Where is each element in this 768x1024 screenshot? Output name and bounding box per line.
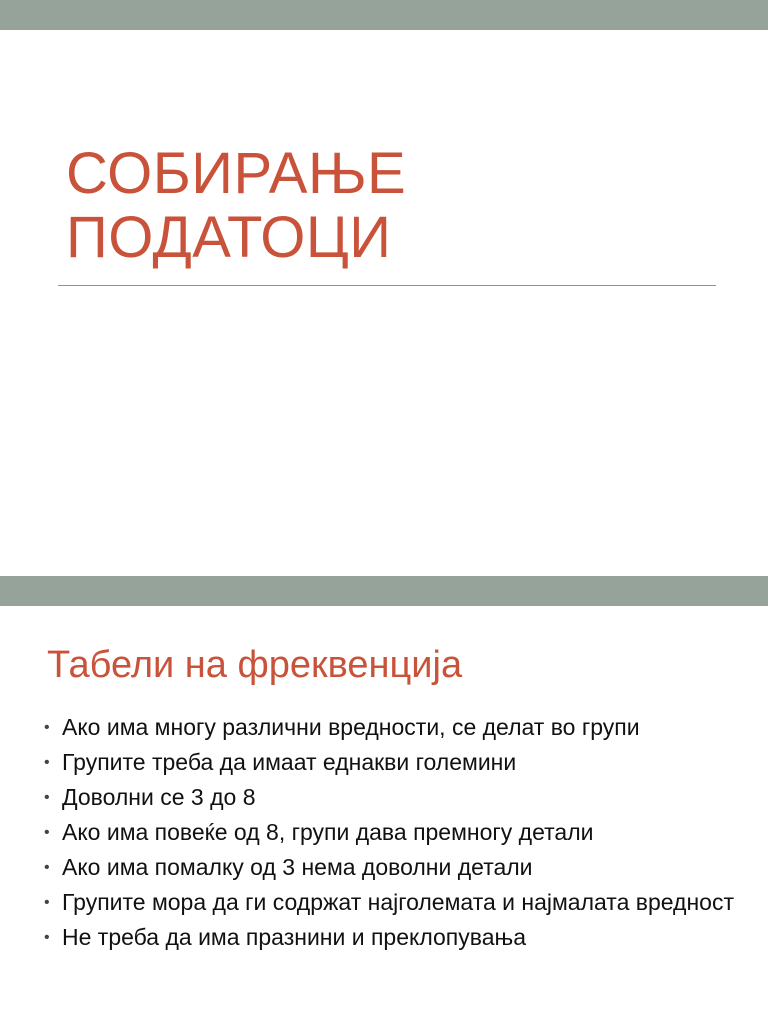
list-item <box>44 713 744 741</box>
bullet-dot-icon: • <box>44 929 50 946</box>
bullet-dot-icon: • <box>44 824 50 841</box>
list-item-text: Доволни се 3 до 8 <box>62 784 256 810</box>
bullet-dot-icon: • <box>44 719 50 736</box>
bullet-dot-icon: • <box>44 754 50 771</box>
list-item <box>44 783 744 811</box>
list-item-text: Ако има повеќе од 8, групи дава премногу детали <box>62 819 594 845</box>
list-item <box>44 818 744 846</box>
list-item <box>44 748 744 776</box>
bullet-dot-icon: • <box>44 894 50 911</box>
slide2-top-band <box>0 576 768 606</box>
slide1-title <box>66 142 706 270</box>
list-item <box>44 923 744 951</box>
list-item-text: Не треба да има празнини и преклопувања <box>62 924 526 950</box>
slide1-top-band <box>0 0 768 30</box>
list-item-text: Групите мора да ги содржат најголемата и најмалата вредност <box>62 889 735 915</box>
title-divider <box>58 285 716 286</box>
bullet-list <box>44 713 744 958</box>
list-item-text: Ако има помалку од 3 нема доволни детали <box>62 854 533 880</box>
list-item <box>44 888 744 916</box>
bullet-dot-icon: • <box>44 789 50 806</box>
list-item <box>44 853 744 881</box>
list-item-text: Ако има многу различни вредности, се делат во групи <box>62 714 640 740</box>
slide1-title-line1: СОБИРАЊЕ <box>66 141 407 206</box>
bullet-dot-icon: • <box>44 859 50 876</box>
slide1-title-line2: ПОДАТОЦИ <box>66 205 392 270</box>
slide2-title: Табели на фреквенција <box>47 644 463 686</box>
list-item-text: Групите треба да имаат еднакви големини <box>62 749 517 775</box>
